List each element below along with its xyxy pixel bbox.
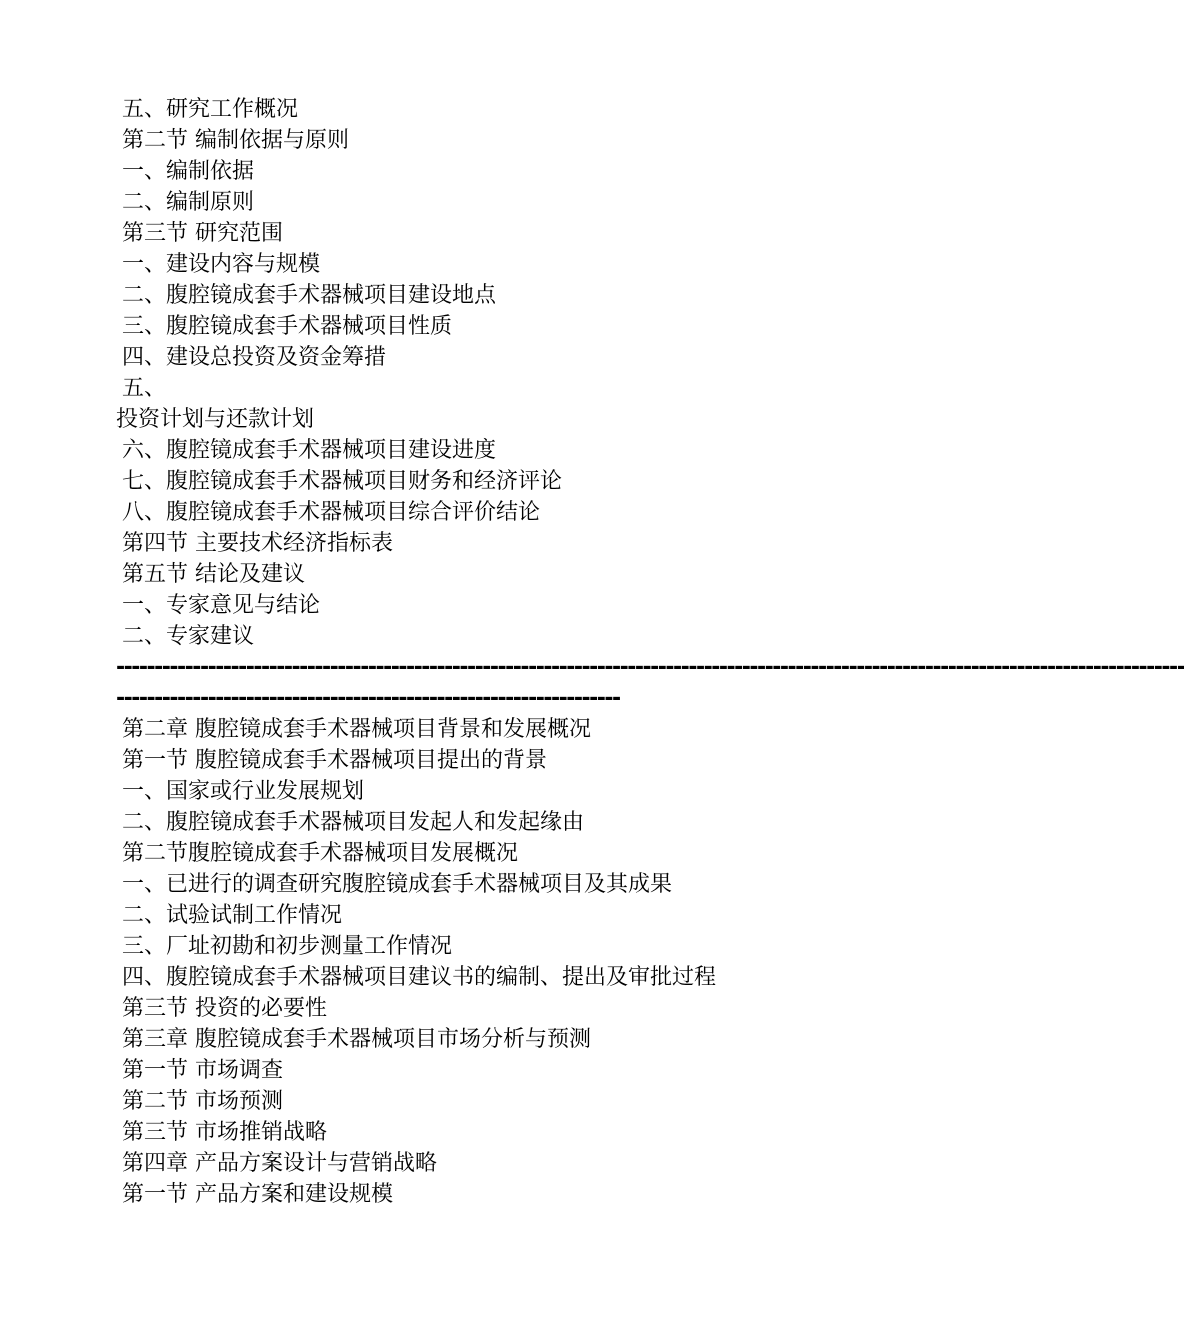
toc-line: 第三节 市场推销战略: [122, 1120, 327, 1145]
table-of-contents: [0, 94, 1184, 1210]
toc-line: 一、建设内容与规模: [122, 252, 321, 277]
toc-line: 第二节 编制依据与原则: [122, 128, 349, 153]
toc-line: 一、专家意见与结论: [122, 593, 321, 618]
toc-line: 三、腹腔镜成套手术器械项目性质: [122, 314, 453, 339]
toc-line: 五、研究工作概况: [122, 97, 299, 122]
toc-line: 第三节 研究范围: [122, 221, 283, 246]
toc-line: 二、腹腔镜成套手术器械项目建设地点: [122, 283, 497, 308]
toc-line: 一、编制依据: [122, 159, 255, 184]
toc-line: 第三章 腹腔镜成套手术器械项目市场分析与预测: [122, 1027, 591, 1052]
toc-line: 四、腹腔镜成套手术器械项目建议书的编制、提出及审批过程: [122, 965, 717, 990]
toc-line: 八、腹腔镜成套手术器械项目综合评价结论: [122, 500, 541, 525]
toc-line: 二、专家建议: [122, 624, 255, 649]
toc-line: 第二节 市场预测: [122, 1089, 283, 1114]
toc-line: 二、试验试制工作情况: [122, 903, 343, 928]
toc-line: 五、: [122, 376, 167, 401]
toc-line: 第五节 结论及建议: [122, 562, 305, 587]
toc-line: 第二章 腹腔镜成套手术器械项目背景和发展概况: [122, 717, 591, 742]
dashed-separator-continued: ------------------------------------------------------------------: [116, 686, 620, 711]
toc-line: 第一节 产品方案和建设规模: [122, 1182, 393, 1207]
toc-line-wrapped: 投资计划与还款计划: [116, 407, 315, 432]
toc-line: 第二节腹腔镜成套手术器械项目发展概况: [122, 841, 519, 866]
toc-line: 第四节 主要技术经济指标表: [122, 531, 393, 556]
toc-line: 四、建设总投资及资金筹措: [122, 345, 387, 370]
toc-line: 第四章 产品方案设计与营销战略: [122, 1151, 437, 1176]
toc-line: 一、国家或行业发展规划: [122, 779, 365, 804]
toc-line: 一、已进行的调查研究腹腔镜成套手术器械项目及其成果: [122, 872, 673, 897]
toc-line: 第一节 腹腔镜成套手术器械项目提出的背景: [122, 748, 547, 773]
toc-line: 二、腹腔镜成套手术器械项目发起人和发起缘由: [122, 810, 585, 835]
toc-line: 六、腹腔镜成套手术器械项目建设进度: [122, 438, 497, 463]
toc-line: 二、编制原则: [122, 190, 255, 215]
dashed-separator: --------------------------------------------------------------------------------------------------------------------------------------------: [116, 655, 1184, 680]
toc-line: 第三节 投资的必要性: [122, 996, 327, 1021]
toc-line: 第一节 市场调查: [122, 1058, 283, 1083]
toc-line: 七、腹腔镜成套手术器械项目财务和经济评论: [122, 469, 563, 494]
toc-line: 三、厂址初勘和初步测量工作情况: [122, 934, 453, 959]
